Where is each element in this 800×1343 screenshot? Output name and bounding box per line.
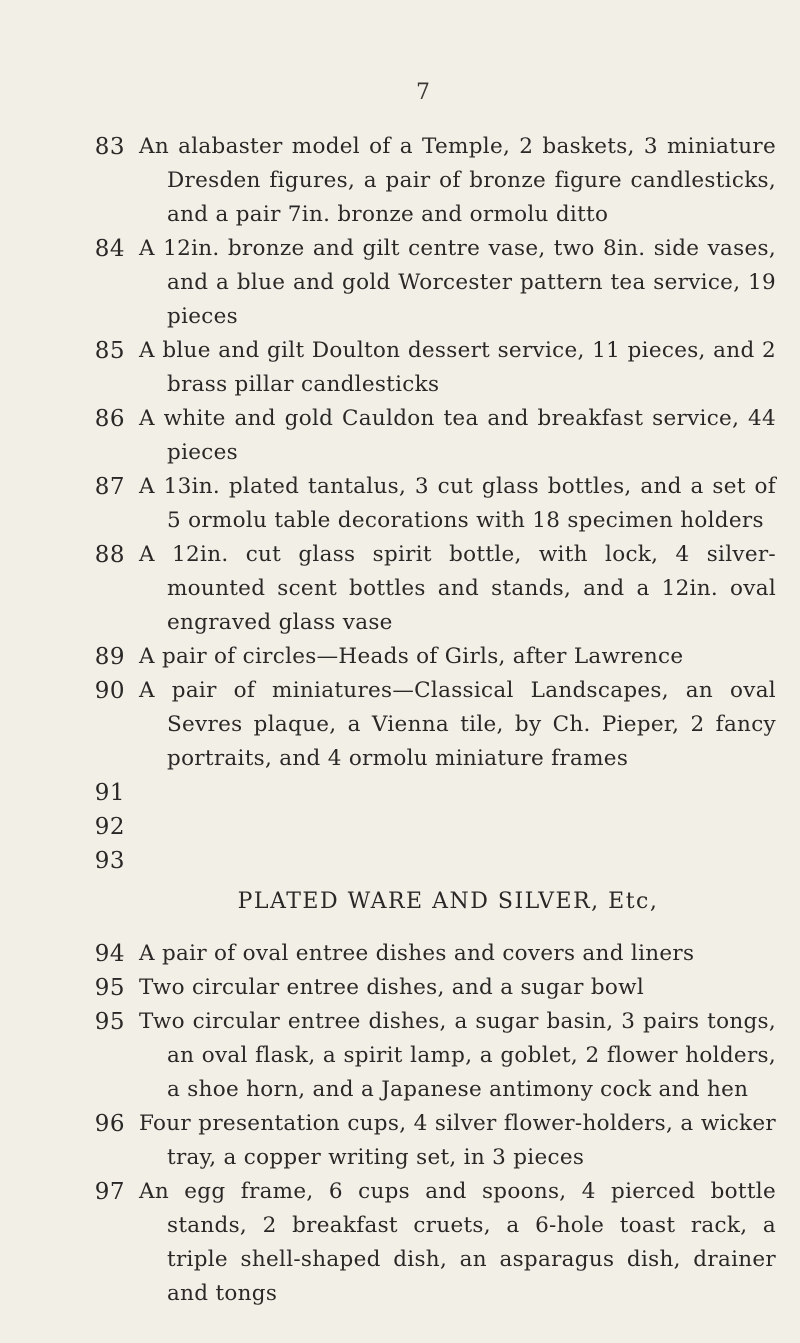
lot-description: Two circular entree dishes, and a sugar bowl [139, 975, 645, 1000]
lot-number: 95 [94, 1009, 125, 1035]
lot-number: 96 [94, 1111, 125, 1137]
lot-description: An alabaster model of a Temple, 2 baskets, 3 miniature Dresden figures, a pair of bronze figure candlesticks, and a pair 7in. bronze and ormolu ditto [139, 134, 776, 227]
section-heading-text: PLATED WARE AND SILVER, Etc, [237, 889, 659, 914]
lot-description: An egg frame, 6 cups and spoons, 4 pierced bottle stands, 2 breakfast cruets, a 6-hole toast rack, a triple shell-shaped dish, an asparagus dish, drainer and tongs [139, 1179, 776, 1306]
lot-number: 88 [94, 542, 125, 568]
lot-number: 97 [94, 1179, 125, 1205]
section-heading [0, 889, 800, 914]
lot-number: 84 [94, 236, 125, 262]
lot-description: A blue and gilt Doulton dessert service, 11 pieces, and 2 brass pillar candlesticks [139, 338, 776, 397]
lot-number: 91 [94, 780, 125, 806]
lot-number: 90 [94, 678, 125, 704]
lot-number: 95 [94, 975, 125, 1001]
lot-number: 92 [94, 814, 125, 840]
lot-description: A pair of circles—Heads of Girls, after Lawrence [139, 644, 684, 669]
lot-description: A 13in. plated tantalus, 3 cut glass bottles, and a set of 5 ormolu table decorations with 18 specimen holders [139, 474, 776, 533]
lot-description: Four presentation cups, 4 silver flower-holders, a wicker tray, a copper writing set, in 3 pieces [139, 1111, 776, 1170]
lot-number: 83 [94, 134, 125, 160]
lot-description: A 12in. cut glass spirit bottle, with lock, 4 silver-mounted scent bottles and stands, and a 12in. oval engraved glass vase [139, 542, 776, 635]
lot-description: A 12in. bronze and gilt centre vase, two 8in. side vases, and a blue and gold Worcester pattern tea service, 19 pieces [139, 236, 776, 329]
lot-description: Two circular entree dishes, a sugar basin, 3 pairs tongs, an oval flask, a spirit lamp, a goblet, 2 flower holders, a shoe horn, and a Japanese antimony cock and hen [139, 1009, 776, 1102]
lot-description: A pair of miniatures—Classical Landscapes, an oval Sevres plaque, a Vienna tile, by Ch. Pieper, 2 fancy portraits, and 4 ormolu miniature frames [139, 678, 776, 771]
lot-number: 87 [94, 474, 125, 500]
lot-number: 94 [94, 941, 125, 967]
page-mark: 7 [416, 80, 430, 105]
lot-number: 86 [94, 406, 125, 432]
lot-number: 93 [94, 848, 125, 874]
lot-description: A white and gold Cauldon tea and breakfast service, 44 pieces [139, 406, 776, 465]
lot-number: 85 [94, 338, 125, 364]
lot-description: A pair of oval entree dishes and covers and liners [139, 941, 695, 966]
lot-number: 89 [94, 644, 125, 670]
